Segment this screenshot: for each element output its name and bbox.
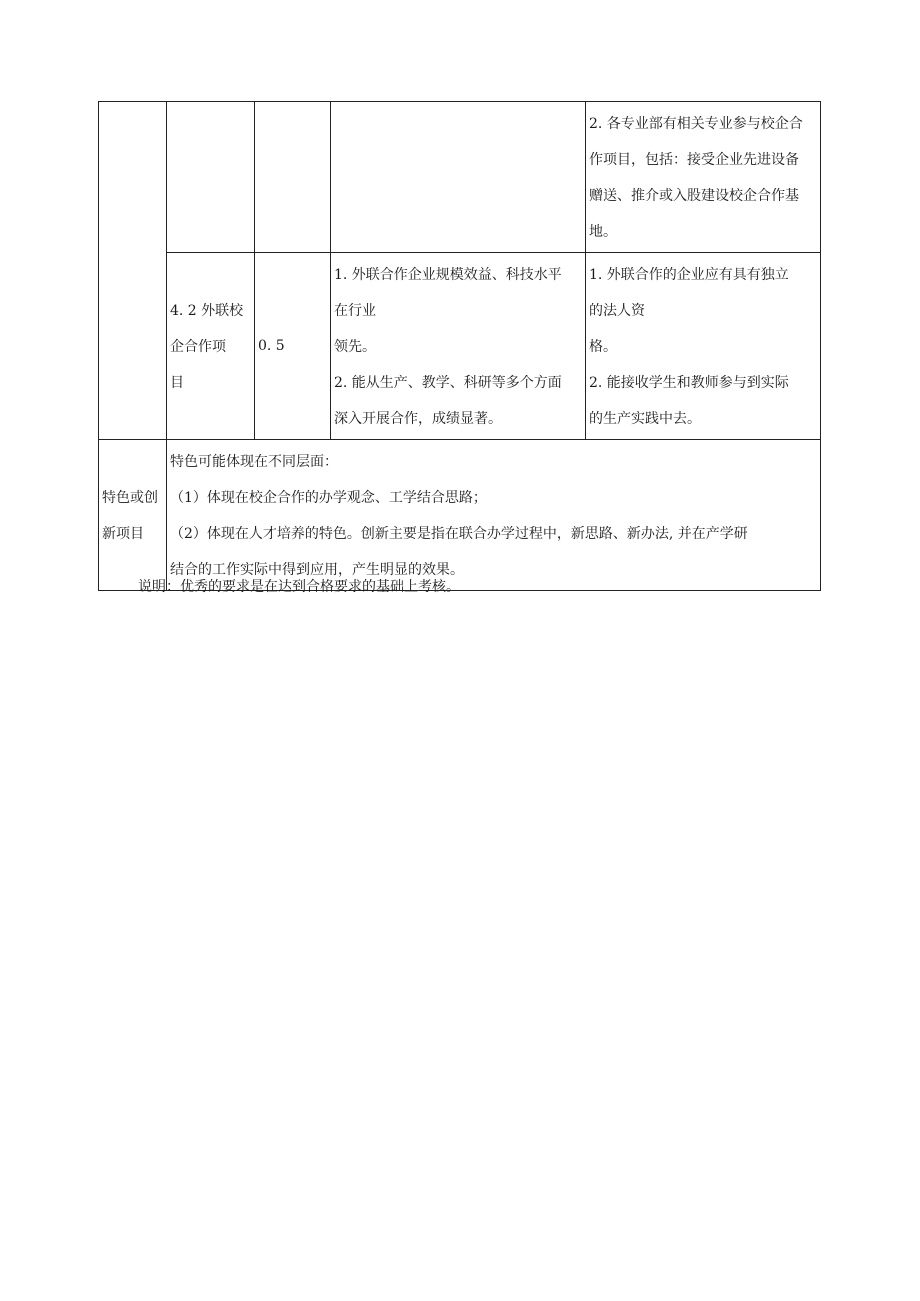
score-cell-empty [255,102,331,253]
item-name-line: 目 [170,375,184,391]
criteria-line: 1. 外联合作的企业应有具有独立 [589,267,789,283]
criteria-line: 2. 各专业部有相关专业参与校企合 [589,116,803,132]
feature-label-line: 新项目 [102,526,144,542]
evaluation-table [98,101,821,591]
criteria-line: 作项目，包括：接受企业先进设备 [589,152,799,168]
criteria-line: 2. 能接收学生和教师参与到实际 [589,375,789,391]
score-cell [255,253,331,440]
feature-label-cell [99,440,167,591]
excellent-line: 2. 能从生产、教学、科研等多个方面 [334,375,562,391]
footnote-text: 说明：优秀的要求是在达到合格要求的基础上考核。 [138,579,460,595]
feature-content-line: （1）体现在校企合作的办学观念、工学结合思路； [170,490,487,506]
feature-content-line: 结合的工作实际中得到应用，产生明显的效果。 [170,562,464,578]
excellent-line: 领先。 [334,339,376,355]
table-row-continued [99,102,821,253]
table-row-external-cooperation [99,253,821,440]
feature-content-cell [167,440,821,591]
category-cell-empty [99,102,167,440]
criteria-line: 的法人资 [589,303,645,319]
item-name-cell [167,253,255,440]
criteria-line: 赠送、推介或入股建设校企合作基 [589,188,799,204]
table-row-feature-innovation [99,440,821,591]
excellent-line: 在行业 [334,303,376,319]
item-name-line: 4. 2 外联校 [170,303,244,319]
criteria-line: 的生产实践中去。 [589,411,701,427]
excellent-line: 深入开展合作，成绩显著。 [334,411,502,427]
score-value: 0. 5 [258,338,285,354]
criteria-cell-row2 [586,253,821,440]
excellent-cell-empty [331,102,586,253]
criteria-cell-row1 [586,102,821,253]
feature-content-line: （2）体现在人才培养的特色。创新主要是指在联合办学过程中，新思路、新办法, 并在产学研 [170,526,748,542]
feature-content-line: 特色可能体现在不同层面： [170,454,338,470]
item-cell-empty [167,102,255,253]
feature-label-line: 特色或创 [102,490,158,506]
criteria-line: 格。 [589,339,617,355]
item-name-line: 企合作项 [170,339,226,355]
excellent-line: 1. 外联合作企业规模效益、科技水平 [334,267,562,283]
excellent-cell [331,253,586,440]
criteria-line: 地。 [589,224,617,240]
